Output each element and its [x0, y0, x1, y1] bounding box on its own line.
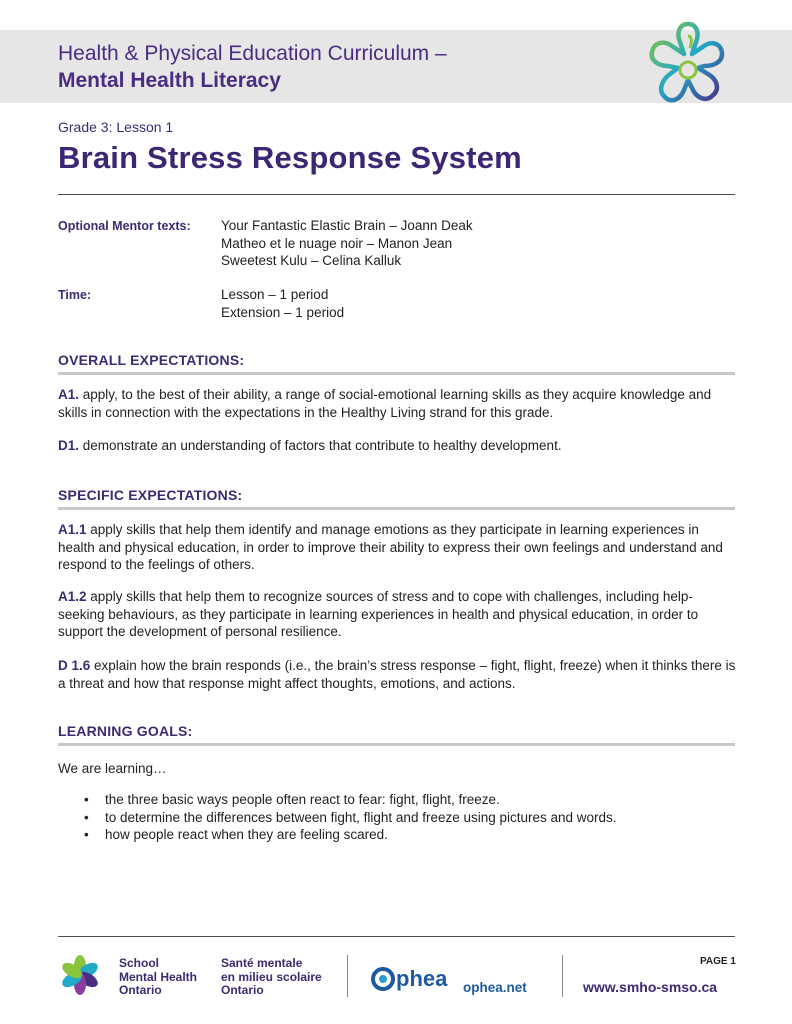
smho-fr-line: Santé mentale — [221, 956, 303, 970]
smho-en-line: Ontario — [119, 983, 162, 997]
smho-logo-icon — [58, 953, 102, 997]
learning-goals-list — [84, 791, 617, 844]
smho-english-name — [119, 957, 197, 998]
expectation-code: A1.2 — [58, 589, 87, 604]
header-title: Health & Physical Education Curriculum – — [58, 42, 447, 65]
time-item: Lesson – 1 period — [221, 287, 329, 302]
expectation-code: D 1.6 — [58, 658, 91, 673]
time-item: Extension – 1 period — [221, 304, 345, 320]
smho-fr-line: en milieu scolaire — [221, 969, 322, 984]
time-list — [221, 286, 344, 321]
learning-goals-heading: LEARNING GOALS: — [58, 723, 193, 739]
grade-lesson-label: Grade 3: Lesson 1 — [58, 119, 174, 135]
title-divider — [58, 194, 735, 195]
footer-separator — [347, 955, 348, 997]
expectation-d1-6 — [58, 657, 738, 692]
time-label: Time: — [58, 288, 92, 302]
list-item: • the three basic ways people often react to fear: fight, flight, freeze. — [84, 791, 617, 809]
ophea-link[interactable]: ophea.net — [463, 980, 527, 995]
expectation-a1-1 — [58, 521, 738, 574]
expectation-d1 — [58, 437, 738, 455]
expectation-code: D1. — [58, 438, 80, 453]
smho-en-line: Mental Health — [119, 969, 198, 984]
header-subtitle: Mental Health Literacy — [58, 69, 281, 92]
expectation-code: A1.1 — [58, 522, 87, 537]
ophea-logo-text: phea — [396, 966, 448, 991]
mentor-text-item: Sweetest Kulu – Celina Kalluk — [221, 253, 402, 268]
overall-expectations-heading: OVERALL EXPECTATIONS: — [58, 352, 245, 368]
curriculum-header — [58, 40, 447, 94]
expectation-text: apply skills that help them to recognize sources of stress and to cope with challenges, including help-seeking behaviours, as they participate in learning experiences in health and physical education, in order to support the development of personal resilience. — [58, 589, 699, 639]
ophea-o-icon — [371, 967, 395, 991]
page-number: PAGE 1 — [700, 956, 736, 967]
list-item: • how people react when they are feeling scared. — [84, 826, 617, 844]
section-divider — [58, 507, 735, 510]
smho-fr-line: Ontario — [221, 983, 264, 997]
footer-separator — [562, 955, 563, 997]
page-title: Brain Stress Response System — [58, 140, 522, 175]
expectation-text: demonstrate an understanding of factors that contribute to healthy development. — [79, 438, 562, 453]
expectation-text: explain how the brain responds (i.e., the brain’s stress response – fight, flight, freeze) when it thinks there is a threat and how that response might affect thoughts, emotions, and actions. — [58, 658, 736, 691]
smho-website-link[interactable]: www.smho-smso.ca — [583, 979, 718, 995]
smho-star-logo-icon — [628, 10, 748, 130]
list-item: • to determine the differences between fight, flight and freeze using pictures and words. — [84, 809, 617, 827]
section-divider — [58, 372, 735, 375]
footer-divider — [58, 936, 735, 937]
mentor-text-item: Matheo et le nuage noir – Manon Jean — [221, 235, 453, 251]
section-divider — [58, 743, 735, 746]
mentor-texts-list — [221, 217, 473, 270]
mentor-texts-label: Optional Mentor texts: — [58, 219, 191, 233]
learning-goals-intro: We are learning… — [58, 761, 167, 776]
ophea-logo — [371, 966, 447, 992]
specific-expectations-heading: SPECIFIC EXPECTATIONS: — [58, 487, 243, 503]
expectation-text: apply skills that help them identify and manage emotions as they participate in learning experiences in health and physical education, in order to improve their ability to express their own feelings and understand and respond to the feelings of others. — [58, 522, 723, 572]
mentor-text-item: Your Fantastic Elastic Brain – Joann Deak — [221, 218, 473, 233]
expectation-code: A1. — [58, 387, 80, 402]
smho-en-line: School — [119, 956, 160, 970]
expectation-a1-2 — [58, 588, 738, 641]
expectation-a1 — [58, 386, 738, 421]
expectation-text: apply, to the best of their ability, a range of social-emotional learning skills as they acquire knowledge and skills in connection with the expectations in the Healthy Living strand for this grade. — [58, 387, 712, 420]
smho-french-name — [221, 957, 322, 998]
